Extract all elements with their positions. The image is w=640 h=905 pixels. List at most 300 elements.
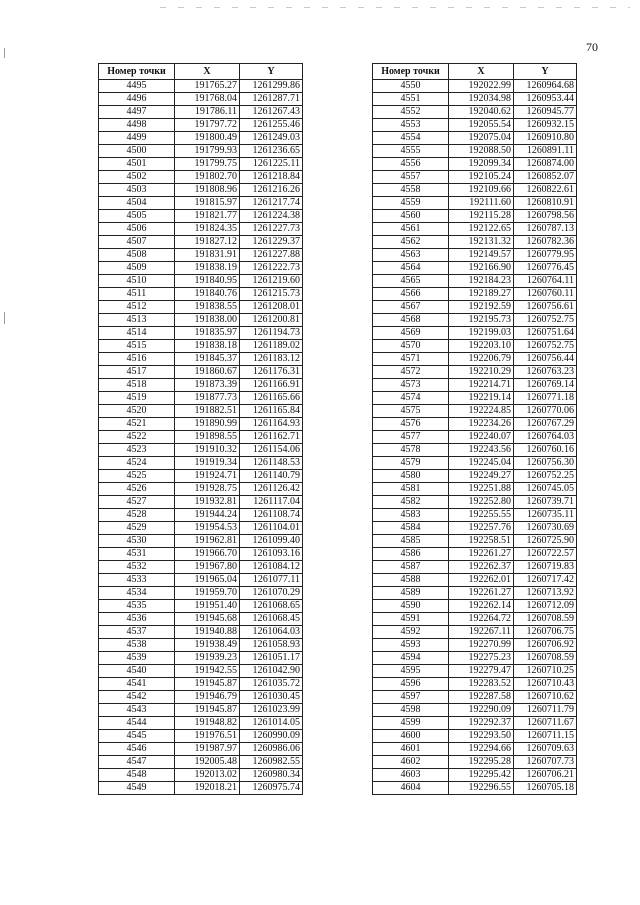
table-row bbox=[99, 392, 303, 405]
point-number-cell: 4512 bbox=[99, 301, 175, 314]
x-coordinate-cell: 192166.90 bbox=[449, 262, 514, 275]
y-coordinate-cell: 1261014.05 bbox=[240, 717, 303, 730]
point-number-cell: 4545 bbox=[99, 730, 175, 743]
y-coordinate-cell: 1260710.43 bbox=[514, 678, 577, 691]
point-number-cell: 4565 bbox=[373, 275, 449, 288]
table-row bbox=[373, 457, 577, 470]
point-number-cell: 4551 bbox=[373, 93, 449, 106]
x-coordinate-cell: 191840.95 bbox=[175, 275, 240, 288]
table-row bbox=[99, 145, 303, 158]
point-number-cell: 4547 bbox=[99, 756, 175, 769]
table-row bbox=[99, 340, 303, 353]
point-number-cell: 4596 bbox=[373, 678, 449, 691]
x-coordinate-cell: 192292.37 bbox=[449, 717, 514, 730]
x-coordinate-cell: 192214.71 bbox=[449, 379, 514, 392]
point-number-cell: 4535 bbox=[99, 600, 175, 613]
table-row bbox=[373, 353, 577, 366]
x-coordinate-cell: 192034.98 bbox=[449, 93, 514, 106]
x-coordinate-cell: 192275.23 bbox=[449, 652, 514, 665]
x-coordinate-cell: 192206.79 bbox=[449, 353, 514, 366]
y-coordinate-cell: 1261219.60 bbox=[240, 275, 303, 288]
point-number-cell: 4572 bbox=[373, 366, 449, 379]
point-number-cell: 4555 bbox=[373, 145, 449, 158]
x-coordinate-cell: 192270.99 bbox=[449, 639, 514, 652]
table-row bbox=[99, 314, 303, 327]
x-coordinate-cell: 191966.70 bbox=[175, 548, 240, 561]
point-number-cell: 4603 bbox=[373, 769, 449, 782]
table-row bbox=[99, 119, 303, 132]
point-number-cell: 4522 bbox=[99, 431, 175, 444]
x-coordinate-cell: 191765.27 bbox=[175, 80, 240, 93]
x-coordinate-cell: 191799.75 bbox=[175, 158, 240, 171]
x-coordinate-cell: 191835.97 bbox=[175, 327, 240, 340]
x-coordinate-cell: 192249.27 bbox=[449, 470, 514, 483]
y-coordinate-cell: 1260990.09 bbox=[240, 730, 303, 743]
header-x: X bbox=[449, 64, 514, 80]
point-number-cell: 4591 bbox=[373, 613, 449, 626]
point-number-cell: 4581 bbox=[373, 483, 449, 496]
x-coordinate-cell: 191948.82 bbox=[175, 717, 240, 730]
table-row bbox=[99, 717, 303, 730]
y-coordinate-cell: 1261194.73 bbox=[240, 327, 303, 340]
y-coordinate-cell: 1260945.77 bbox=[514, 106, 577, 119]
y-coordinate-cell: 1261030.45 bbox=[240, 691, 303, 704]
point-number-cell: 4583 bbox=[373, 509, 449, 522]
x-coordinate-cell: 192251.88 bbox=[449, 483, 514, 496]
x-coordinate-cell: 191945.87 bbox=[175, 704, 240, 717]
table-row bbox=[99, 613, 303, 626]
table-row bbox=[99, 262, 303, 275]
point-number-cell: 4592 bbox=[373, 626, 449, 639]
x-coordinate-cell: 191882.51 bbox=[175, 405, 240, 418]
y-coordinate-cell: 1261165.66 bbox=[240, 392, 303, 405]
y-coordinate-cell: 1261166.91 bbox=[240, 379, 303, 392]
table-row bbox=[99, 769, 303, 782]
point-number-cell: 4514 bbox=[99, 327, 175, 340]
point-number-cell: 4500 bbox=[99, 145, 175, 158]
x-coordinate-cell: 192189.27 bbox=[449, 288, 514, 301]
point-number-cell: 4498 bbox=[99, 119, 175, 132]
y-coordinate-cell: 1260980.34 bbox=[240, 769, 303, 782]
y-coordinate-cell: 1261217.74 bbox=[240, 197, 303, 210]
x-coordinate-cell: 191954.53 bbox=[175, 522, 240, 535]
table-row bbox=[373, 431, 577, 444]
x-coordinate-cell: 192184.23 bbox=[449, 275, 514, 288]
x-coordinate-cell: 192075.04 bbox=[449, 132, 514, 145]
x-coordinate-cell: 192013.02 bbox=[175, 769, 240, 782]
table-row bbox=[99, 418, 303, 431]
point-number-cell: 4576 bbox=[373, 418, 449, 431]
y-coordinate-cell: 1260770.06 bbox=[514, 405, 577, 418]
y-coordinate-cell: 1261104.01 bbox=[240, 522, 303, 535]
y-coordinate-cell: 1261189.02 bbox=[240, 340, 303, 353]
y-coordinate-cell: 1261051.17 bbox=[240, 652, 303, 665]
x-coordinate-cell: 191786.11 bbox=[175, 106, 240, 119]
point-number-cell: 4577 bbox=[373, 431, 449, 444]
point-number-cell: 4588 bbox=[373, 574, 449, 587]
point-number-cell: 4515 bbox=[99, 340, 175, 353]
y-coordinate-cell: 1260730.69 bbox=[514, 522, 577, 535]
table-row bbox=[99, 704, 303, 717]
y-coordinate-cell: 1260810.91 bbox=[514, 197, 577, 210]
table-row bbox=[373, 262, 577, 275]
y-coordinate-cell: 1261117.04 bbox=[240, 496, 303, 509]
scan-artifact-line bbox=[160, 7, 630, 8]
y-coordinate-cell: 1260708.59 bbox=[514, 652, 577, 665]
x-coordinate-cell: 192264.72 bbox=[449, 613, 514, 626]
x-coordinate-cell: 192099.34 bbox=[449, 158, 514, 171]
y-coordinate-cell: 1261255.46 bbox=[240, 119, 303, 132]
y-coordinate-cell: 1261227.88 bbox=[240, 249, 303, 262]
point-number-cell: 4531 bbox=[99, 548, 175, 561]
table-row bbox=[373, 327, 577, 340]
x-coordinate-cell: 191877.73 bbox=[175, 392, 240, 405]
point-number-cell: 4508 bbox=[99, 249, 175, 262]
x-coordinate-cell: 192005.48 bbox=[175, 756, 240, 769]
table-row bbox=[99, 210, 303, 223]
y-coordinate-cell: 1261162.71 bbox=[240, 431, 303, 444]
table-row bbox=[373, 340, 577, 353]
point-number-cell: 4559 bbox=[373, 197, 449, 210]
x-coordinate-cell: 192261.27 bbox=[449, 548, 514, 561]
x-coordinate-cell: 192257.76 bbox=[449, 522, 514, 535]
table-row bbox=[99, 431, 303, 444]
y-coordinate-cell: 1261215.73 bbox=[240, 288, 303, 301]
point-number-cell: 4504 bbox=[99, 197, 175, 210]
y-coordinate-cell: 1261218.84 bbox=[240, 171, 303, 184]
point-number-cell: 4557 bbox=[373, 171, 449, 184]
table-row bbox=[373, 535, 577, 548]
x-coordinate-cell: 192255.55 bbox=[449, 509, 514, 522]
x-coordinate-cell: 191940.88 bbox=[175, 626, 240, 639]
y-coordinate-cell: 1260756.30 bbox=[514, 457, 577, 470]
x-coordinate-cell: 191924.71 bbox=[175, 470, 240, 483]
table-row bbox=[99, 509, 303, 522]
y-coordinate-cell: 1260891.11 bbox=[514, 145, 577, 158]
point-number-cell: 4573 bbox=[373, 379, 449, 392]
y-coordinate-cell: 1261084.12 bbox=[240, 561, 303, 574]
x-coordinate-cell: 192296.55 bbox=[449, 782, 514, 795]
point-number-cell: 4518 bbox=[99, 379, 175, 392]
table-row bbox=[373, 678, 577, 691]
x-coordinate-cell: 192219.14 bbox=[449, 392, 514, 405]
point-number-cell: 4569 bbox=[373, 327, 449, 340]
table-row bbox=[373, 665, 577, 678]
table-row bbox=[373, 223, 577, 236]
point-number-cell: 4519 bbox=[99, 392, 175, 405]
table-row bbox=[99, 574, 303, 587]
table-row bbox=[373, 418, 577, 431]
table-header-row bbox=[99, 64, 303, 80]
x-coordinate-cell: 192018.21 bbox=[175, 782, 240, 795]
y-coordinate-cell: 1260852.07 bbox=[514, 171, 577, 184]
point-number-cell: 4575 bbox=[373, 405, 449, 418]
point-number-cell: 4554 bbox=[373, 132, 449, 145]
x-coordinate-cell: 191932.81 bbox=[175, 496, 240, 509]
point-number-cell: 4598 bbox=[373, 704, 449, 717]
y-coordinate-cell: 1261183.12 bbox=[240, 353, 303, 366]
point-number-cell: 4549 bbox=[99, 782, 175, 795]
table-row bbox=[373, 652, 577, 665]
x-coordinate-cell: 191831.91 bbox=[175, 249, 240, 262]
y-coordinate-cell: 1260706.75 bbox=[514, 626, 577, 639]
table-row bbox=[99, 743, 303, 756]
table-row bbox=[99, 691, 303, 704]
y-coordinate-cell: 1261299.86 bbox=[240, 80, 303, 93]
x-coordinate-cell: 191845.37 bbox=[175, 353, 240, 366]
table-row bbox=[99, 600, 303, 613]
y-coordinate-cell: 1260760.16 bbox=[514, 444, 577, 457]
table-row bbox=[99, 639, 303, 652]
table-row bbox=[373, 626, 577, 639]
table-row bbox=[373, 197, 577, 210]
page-number: 70 bbox=[586, 40, 598, 54]
x-coordinate-cell: 191821.77 bbox=[175, 210, 240, 223]
point-number-cell: 4542 bbox=[99, 691, 175, 704]
table-row bbox=[373, 444, 577, 457]
y-coordinate-cell: 1260722.57 bbox=[514, 548, 577, 561]
point-number-cell: 4553 bbox=[373, 119, 449, 132]
table-row bbox=[373, 236, 577, 249]
x-coordinate-cell: 192088.50 bbox=[449, 145, 514, 158]
y-coordinate-cell: 1260705.18 bbox=[514, 782, 577, 795]
x-coordinate-cell: 192122.65 bbox=[449, 223, 514, 236]
point-number-cell: 4590 bbox=[373, 600, 449, 613]
point-number-cell: 4507 bbox=[99, 236, 175, 249]
point-number-cell: 4589 bbox=[373, 587, 449, 600]
point-number-cell: 4544 bbox=[99, 717, 175, 730]
point-number-cell: 4558 bbox=[373, 184, 449, 197]
table-row bbox=[373, 158, 577, 171]
point-number-cell: 4552 bbox=[373, 106, 449, 119]
x-coordinate-cell: 192245.04 bbox=[449, 457, 514, 470]
table-row bbox=[373, 392, 577, 405]
point-number-cell: 4567 bbox=[373, 301, 449, 314]
y-coordinate-cell: 1261216.26 bbox=[240, 184, 303, 197]
point-number-cell: 4561 bbox=[373, 223, 449, 236]
x-coordinate-cell: 191802.70 bbox=[175, 171, 240, 184]
point-number-cell: 4506 bbox=[99, 223, 175, 236]
table-row bbox=[373, 405, 577, 418]
x-coordinate-cell: 191838.19 bbox=[175, 262, 240, 275]
y-coordinate-cell: 1261042.90 bbox=[240, 665, 303, 678]
x-coordinate-cell: 191898.55 bbox=[175, 431, 240, 444]
table-row bbox=[99, 548, 303, 561]
table-row bbox=[99, 249, 303, 262]
table-row bbox=[373, 613, 577, 626]
point-number-cell: 4529 bbox=[99, 522, 175, 535]
y-coordinate-cell: 1260763.23 bbox=[514, 366, 577, 379]
table-row bbox=[373, 483, 577, 496]
y-coordinate-cell: 1261068.45 bbox=[240, 613, 303, 626]
y-coordinate-cell: 1261249.03 bbox=[240, 132, 303, 145]
point-number-cell: 4497 bbox=[99, 106, 175, 119]
point-number-cell: 4562 bbox=[373, 236, 449, 249]
table-row bbox=[99, 756, 303, 769]
y-coordinate-cell: 1261068.65 bbox=[240, 600, 303, 613]
table-row bbox=[99, 223, 303, 236]
point-number-cell: 4574 bbox=[373, 392, 449, 405]
header-x: X bbox=[175, 64, 240, 80]
y-coordinate-cell: 1261023.99 bbox=[240, 704, 303, 717]
y-coordinate-cell: 1261208.01 bbox=[240, 301, 303, 314]
point-number-cell: 4584 bbox=[373, 522, 449, 535]
x-coordinate-cell: 191910.32 bbox=[175, 444, 240, 457]
y-coordinate-cell: 1260725.90 bbox=[514, 535, 577, 548]
table-row bbox=[99, 197, 303, 210]
table-row bbox=[99, 483, 303, 496]
y-coordinate-cell: 1261058.93 bbox=[240, 639, 303, 652]
y-coordinate-cell: 1260712.09 bbox=[514, 600, 577, 613]
table-row bbox=[99, 782, 303, 795]
y-coordinate-cell: 1260953.44 bbox=[514, 93, 577, 106]
x-coordinate-cell: 192293.50 bbox=[449, 730, 514, 743]
y-coordinate-cell: 1260735.11 bbox=[514, 509, 577, 522]
x-coordinate-cell: 192258.51 bbox=[449, 535, 514, 548]
x-coordinate-cell: 192040.62 bbox=[449, 106, 514, 119]
x-coordinate-cell: 191942.55 bbox=[175, 665, 240, 678]
y-coordinate-cell: 1260782.36 bbox=[514, 236, 577, 249]
table-row bbox=[373, 561, 577, 574]
table-row bbox=[373, 210, 577, 223]
point-number-cell: 4571 bbox=[373, 353, 449, 366]
point-number-cell: 4585 bbox=[373, 535, 449, 548]
point-number-cell: 4582 bbox=[373, 496, 449, 509]
point-number-cell: 4532 bbox=[99, 561, 175, 574]
point-number-cell: 4604 bbox=[373, 782, 449, 795]
x-coordinate-cell: 191928.75 bbox=[175, 483, 240, 496]
point-number-cell: 4540 bbox=[99, 665, 175, 678]
y-coordinate-cell: 1260752.25 bbox=[514, 470, 577, 483]
x-coordinate-cell: 192295.42 bbox=[449, 769, 514, 782]
table-row bbox=[373, 717, 577, 730]
y-coordinate-cell: 1260764.03 bbox=[514, 431, 577, 444]
point-number-cell: 4593 bbox=[373, 639, 449, 652]
x-coordinate-cell: 192149.57 bbox=[449, 249, 514, 262]
table-row bbox=[373, 743, 577, 756]
header-point-number: Номер точки bbox=[99, 64, 175, 80]
y-coordinate-cell: 1260771.18 bbox=[514, 392, 577, 405]
y-coordinate-cell: 1260910.80 bbox=[514, 132, 577, 145]
x-coordinate-cell: 192295.28 bbox=[449, 756, 514, 769]
x-coordinate-cell: 192279.47 bbox=[449, 665, 514, 678]
table-row bbox=[99, 353, 303, 366]
header-y: Y bbox=[514, 64, 577, 80]
table-row bbox=[373, 639, 577, 652]
point-number-cell: 4534 bbox=[99, 587, 175, 600]
y-coordinate-cell: 1261070.29 bbox=[240, 587, 303, 600]
point-number-cell: 4556 bbox=[373, 158, 449, 171]
table-row bbox=[99, 652, 303, 665]
table-row bbox=[99, 80, 303, 93]
table-row bbox=[373, 132, 577, 145]
x-coordinate-cell: 191939.23 bbox=[175, 652, 240, 665]
y-coordinate-cell: 1260706.92 bbox=[514, 639, 577, 652]
table-row bbox=[99, 587, 303, 600]
x-coordinate-cell: 192210.29 bbox=[449, 366, 514, 379]
point-number-cell: 4546 bbox=[99, 743, 175, 756]
table-row bbox=[99, 184, 303, 197]
table-row bbox=[373, 106, 577, 119]
coordinates-table-left bbox=[98, 63, 303, 795]
x-coordinate-cell: 192199.03 bbox=[449, 327, 514, 340]
y-coordinate-cell: 1260706.21 bbox=[514, 769, 577, 782]
point-number-cell: 4602 bbox=[373, 756, 449, 769]
point-number-cell: 4594 bbox=[373, 652, 449, 665]
table-row bbox=[373, 184, 577, 197]
point-number-cell: 4566 bbox=[373, 288, 449, 301]
table-row bbox=[373, 119, 577, 132]
point-number-cell: 4543 bbox=[99, 704, 175, 717]
y-coordinate-cell: 1261154.06 bbox=[240, 444, 303, 457]
table-row bbox=[373, 496, 577, 509]
table-row bbox=[373, 171, 577, 184]
y-coordinate-cell: 1261077.11 bbox=[240, 574, 303, 587]
x-coordinate-cell: 191919.34 bbox=[175, 457, 240, 470]
point-number-cell: 4539 bbox=[99, 652, 175, 665]
point-number-cell: 4509 bbox=[99, 262, 175, 275]
table-row bbox=[99, 678, 303, 691]
table-row bbox=[99, 275, 303, 288]
y-coordinate-cell: 1260779.95 bbox=[514, 249, 577, 262]
table-row bbox=[99, 236, 303, 249]
x-coordinate-cell: 191945.87 bbox=[175, 678, 240, 691]
y-coordinate-cell: 1261164.93 bbox=[240, 418, 303, 431]
table-row bbox=[373, 470, 577, 483]
table-row bbox=[373, 249, 577, 262]
table-row bbox=[373, 574, 577, 587]
x-coordinate-cell: 191797.72 bbox=[175, 119, 240, 132]
table-row bbox=[373, 509, 577, 522]
x-coordinate-cell: 191838.55 bbox=[175, 301, 240, 314]
table-row bbox=[373, 80, 577, 93]
point-number-cell: 4523 bbox=[99, 444, 175, 457]
y-coordinate-cell: 1261222.73 bbox=[240, 262, 303, 275]
point-number-cell: 4513 bbox=[99, 314, 175, 327]
table-row bbox=[99, 379, 303, 392]
table-row bbox=[373, 782, 577, 795]
x-coordinate-cell: 191967.80 bbox=[175, 561, 240, 574]
x-coordinate-cell: 191873.39 bbox=[175, 379, 240, 392]
y-coordinate-cell: 1260767.29 bbox=[514, 418, 577, 431]
point-number-cell: 4528 bbox=[99, 509, 175, 522]
y-coordinate-cell: 1260711.67 bbox=[514, 717, 577, 730]
y-coordinate-cell: 1260798.56 bbox=[514, 210, 577, 223]
point-number-cell: 4502 bbox=[99, 171, 175, 184]
x-coordinate-cell: 191962.81 bbox=[175, 535, 240, 548]
y-coordinate-cell: 1260709.63 bbox=[514, 743, 577, 756]
y-coordinate-cell: 1261064.03 bbox=[240, 626, 303, 639]
table-row bbox=[99, 171, 303, 184]
x-coordinate-cell: 192195.73 bbox=[449, 314, 514, 327]
point-number-cell: 4538 bbox=[99, 639, 175, 652]
table-row bbox=[373, 587, 577, 600]
x-coordinate-cell: 191951.40 bbox=[175, 600, 240, 613]
table-row bbox=[99, 288, 303, 301]
y-coordinate-cell: 1260769.14 bbox=[514, 379, 577, 392]
y-coordinate-cell: 1260756.61 bbox=[514, 301, 577, 314]
y-coordinate-cell: 1260713.92 bbox=[514, 587, 577, 600]
y-coordinate-cell: 1260776.45 bbox=[514, 262, 577, 275]
y-coordinate-cell: 1260717.42 bbox=[514, 574, 577, 587]
table-row bbox=[99, 665, 303, 678]
table-row bbox=[373, 93, 577, 106]
point-number-cell: 4526 bbox=[99, 483, 175, 496]
point-number-cell: 4525 bbox=[99, 470, 175, 483]
x-coordinate-cell: 192055.54 bbox=[449, 119, 514, 132]
table-row bbox=[99, 470, 303, 483]
table-row bbox=[373, 379, 577, 392]
